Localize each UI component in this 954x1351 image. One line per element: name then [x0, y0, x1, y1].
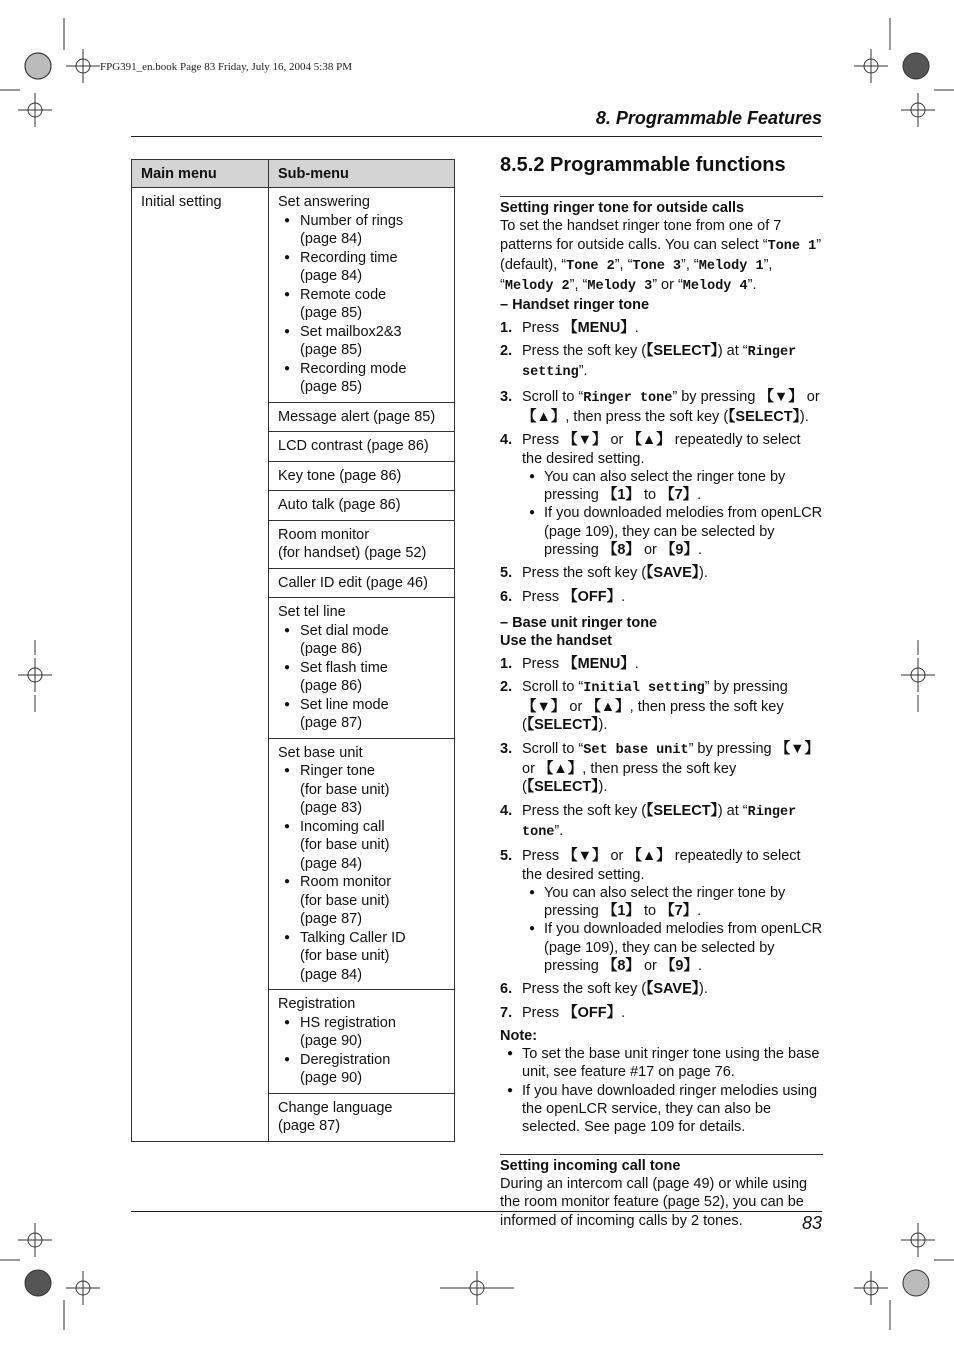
- sub-menu-cell: [269, 738, 455, 990]
- list-item: ● Set dial mode (page 86): [278, 622, 445, 659]
- sub-menu-title: Set answering: [278, 194, 370, 210]
- use-handset-label: Use the handset: [500, 633, 612, 650]
- sub-menu-cell: [269, 568, 455, 598]
- sub-menu-cell: [269, 598, 455, 739]
- list-item: ● Recording time (page 84): [278, 249, 445, 286]
- sub-menu-items: [278, 1014, 445, 1088]
- list-item: ● HS registration (page 90): [278, 1014, 445, 1051]
- list-item: ● Incoming call (for base unit) (page 84): [278, 818, 445, 874]
- header-sub-menu: Sub-menu: [269, 160, 455, 188]
- ringer-intro: To set the handset ringer tone from one of 7 patterns for outside calls. You can select “Tone 1” (default), “Tone 2”, “Tone 3”, “Melody 1”, “Melody 2”, “Melody 3” or “Melody 4”.: [500, 218, 822, 295]
- incoming-heading: Setting incoming call tone: [500, 1157, 681, 1174]
- section-rule: [500, 196, 823, 197]
- sub-menu-items: [278, 212, 445, 397]
- handset-steps: [500, 319, 823, 606]
- registration-disc-icon: [25, 53, 51, 79]
- sub-menu-title: LCD contrast (page 86): [278, 438, 429, 454]
- sub-menu-title: Registration: [278, 996, 356, 1012]
- section-title: 8.5.2 Programmable functions: [500, 154, 786, 176]
- list-item: 6. Press 【OFF】.: [500, 588, 626, 605]
- sub-menu-cell: [269, 520, 455, 568]
- list-item: 6. Press the soft key (【SAVE】).: [500, 981, 708, 998]
- ringer-heading: Setting ringer tone for outside calls: [500, 200, 745, 216]
- list-item: 5. Press 【▼】 or 【▲】 repeatedly to select the desired setting. ● You can also select the ringer tone by pressing 【1】 to 【7】. ● If you downloaded melodies from openLCR (page 109), they can be selected by pressing 【8】 or 【9】.: [500, 847, 823, 975]
- sub-menu-cell: [269, 432, 455, 462]
- page-number: 83: [801, 1213, 822, 1233]
- header-main-menu: Main menu: [132, 160, 269, 188]
- incoming-text: During an intercom call (page 49) or while using the room monitor feature (page 52), you can be informed of incoming calls by 2 tones.: [500, 1175, 808, 1229]
- base-steps: [500, 655, 823, 1022]
- list-item: ● You can also select the ringer tone by pressing 【1】 to 【7】.: [522, 884, 823, 921]
- list-item: ● Set mailbox2&3 (page 85): [278, 323, 445, 360]
- sub-menu-title: Caller ID edit (page 46): [278, 574, 428, 591]
- list-item: ● You can also select the ringer tone by pressing 【1】 to 【7】.: [522, 468, 823, 505]
- sub-menu-cell: [269, 461, 455, 491]
- list-item: 7. Press 【OFF】.: [500, 1004, 626, 1021]
- sub-menu-cell: [269, 990, 455, 1094]
- list-item: ● Set flash time (page 86): [278, 659, 445, 696]
- list-item: ● Room monitor (for base unit) (page 87): [278, 873, 445, 929]
- sub-menu-title: Change language (page 87): [278, 1099, 393, 1134]
- list-item: 4. Press 【▼】 or 【▲】 repeatedly to select the desired setting. ● You can also select the ringer tone by pressing 【1】 to 【7】. ● If you downloaded melodies from openLCR (page 109), they can be selected by pressing 【8】 or 【9】.: [500, 431, 823, 559]
- menu-table: [131, 159, 455, 1142]
- handset-ringer-label: – Handset ringer tone: [500, 297, 650, 314]
- chapter-title: 8. Programmable Features: [595, 108, 822, 128]
- section-rule: [500, 1154, 823, 1155]
- sub-menu-title: Set base unit: [278, 744, 363, 761]
- main-menu-cell: Initial setting: [132, 188, 269, 1142]
- list-item: 3. Scroll to “Ringer tone” by pressing 【▼】 or 【▲】, then press the soft key (【SELECT】).: [500, 388, 820, 425]
- list-item: ● If you downloaded melodies from openLCR (page 109), they can be selected by pressing 【8】 or 【9】.: [522, 920, 823, 975]
- sub-menu-cell: [269, 188, 455, 403]
- notes-list: [500, 1045, 823, 1136]
- list-item: ● Ringer tone (for base unit) (page 83): [278, 762, 445, 818]
- list-item: ● To set the base unit ringer tone using the base unit, see feature #17 on page 76.: [500, 1045, 823, 1082]
- print-metadata: FPG391_en.book Page 83 Friday, July 16, 2004 5:38 PM: [100, 61, 352, 73]
- sub-menu-title: Auto talk (page 86): [278, 497, 401, 513]
- header-rule: [131, 136, 822, 137]
- sub-menu-items: [278, 762, 445, 984]
- sub-menu-items: [278, 622, 445, 733]
- programmable-functions-section: [500, 150, 823, 1230]
- base-ringer-label: – Base unit ringer tone: [500, 614, 658, 631]
- list-item: ● Set line mode (page 87): [278, 696, 445, 733]
- list-item: ● Number of rings (page 84): [278, 212, 445, 249]
- list-item: ● Recording mode (page 85): [278, 360, 445, 397]
- sub-menu-title: Room monitor (for handset) (page 52): [278, 526, 427, 561]
- sub-menu-cell: [269, 1093, 455, 1141]
- list-item: 2. Press the soft key (【SELECT】) at “Ringer setting”.: [500, 343, 797, 381]
- note-label: Note:: [500, 1027, 538, 1044]
- list-item: 5. Press the soft key (【SAVE】).: [500, 565, 708, 582]
- sub-menu-cell: [269, 491, 455, 521]
- list-item: 3. Scroll to “Set base unit” by pressing 【▼】 or 【▲】, then press the soft key (【SELECT】).: [500, 740, 819, 796]
- list-item: 4. Press the soft key (【SELECT】) at “Ringer tone”.: [500, 802, 797, 840]
- sub-menu-title: Key tone (page 86): [278, 467, 402, 484]
- list-item: ● Deregistration (page 90): [278, 1051, 445, 1088]
- list-item: 1. Press 【MENU】.: [500, 655, 639, 672]
- list-item: ● Remote code (page 85): [278, 286, 445, 323]
- table-row: [132, 188, 455, 403]
- list-item: ● If you have downloaded ringer melodies using the openLCR service, they can also be selected. See page 109 for details.: [500, 1082, 823, 1137]
- list-item: ● Talking Caller ID (for base unit) (page 84): [278, 929, 445, 985]
- sub-menu-cell: [269, 402, 455, 432]
- list-item: 2. Scroll to “Initial setting” by pressing 【▼】 or 【▲】, then press the soft key (【SELECT】).: [500, 678, 788, 734]
- list-item: ● If you downloaded melodies from openLCR (page 109), they can be selected by pressing 【8】 or 【9】.: [522, 504, 823, 559]
- sub-menu-title: Message alert (page 85): [278, 408, 436, 425]
- sub-menu-title: Set tel line: [278, 604, 346, 620]
- list-item: 1. Press 【MENU】.: [500, 319, 639, 336]
